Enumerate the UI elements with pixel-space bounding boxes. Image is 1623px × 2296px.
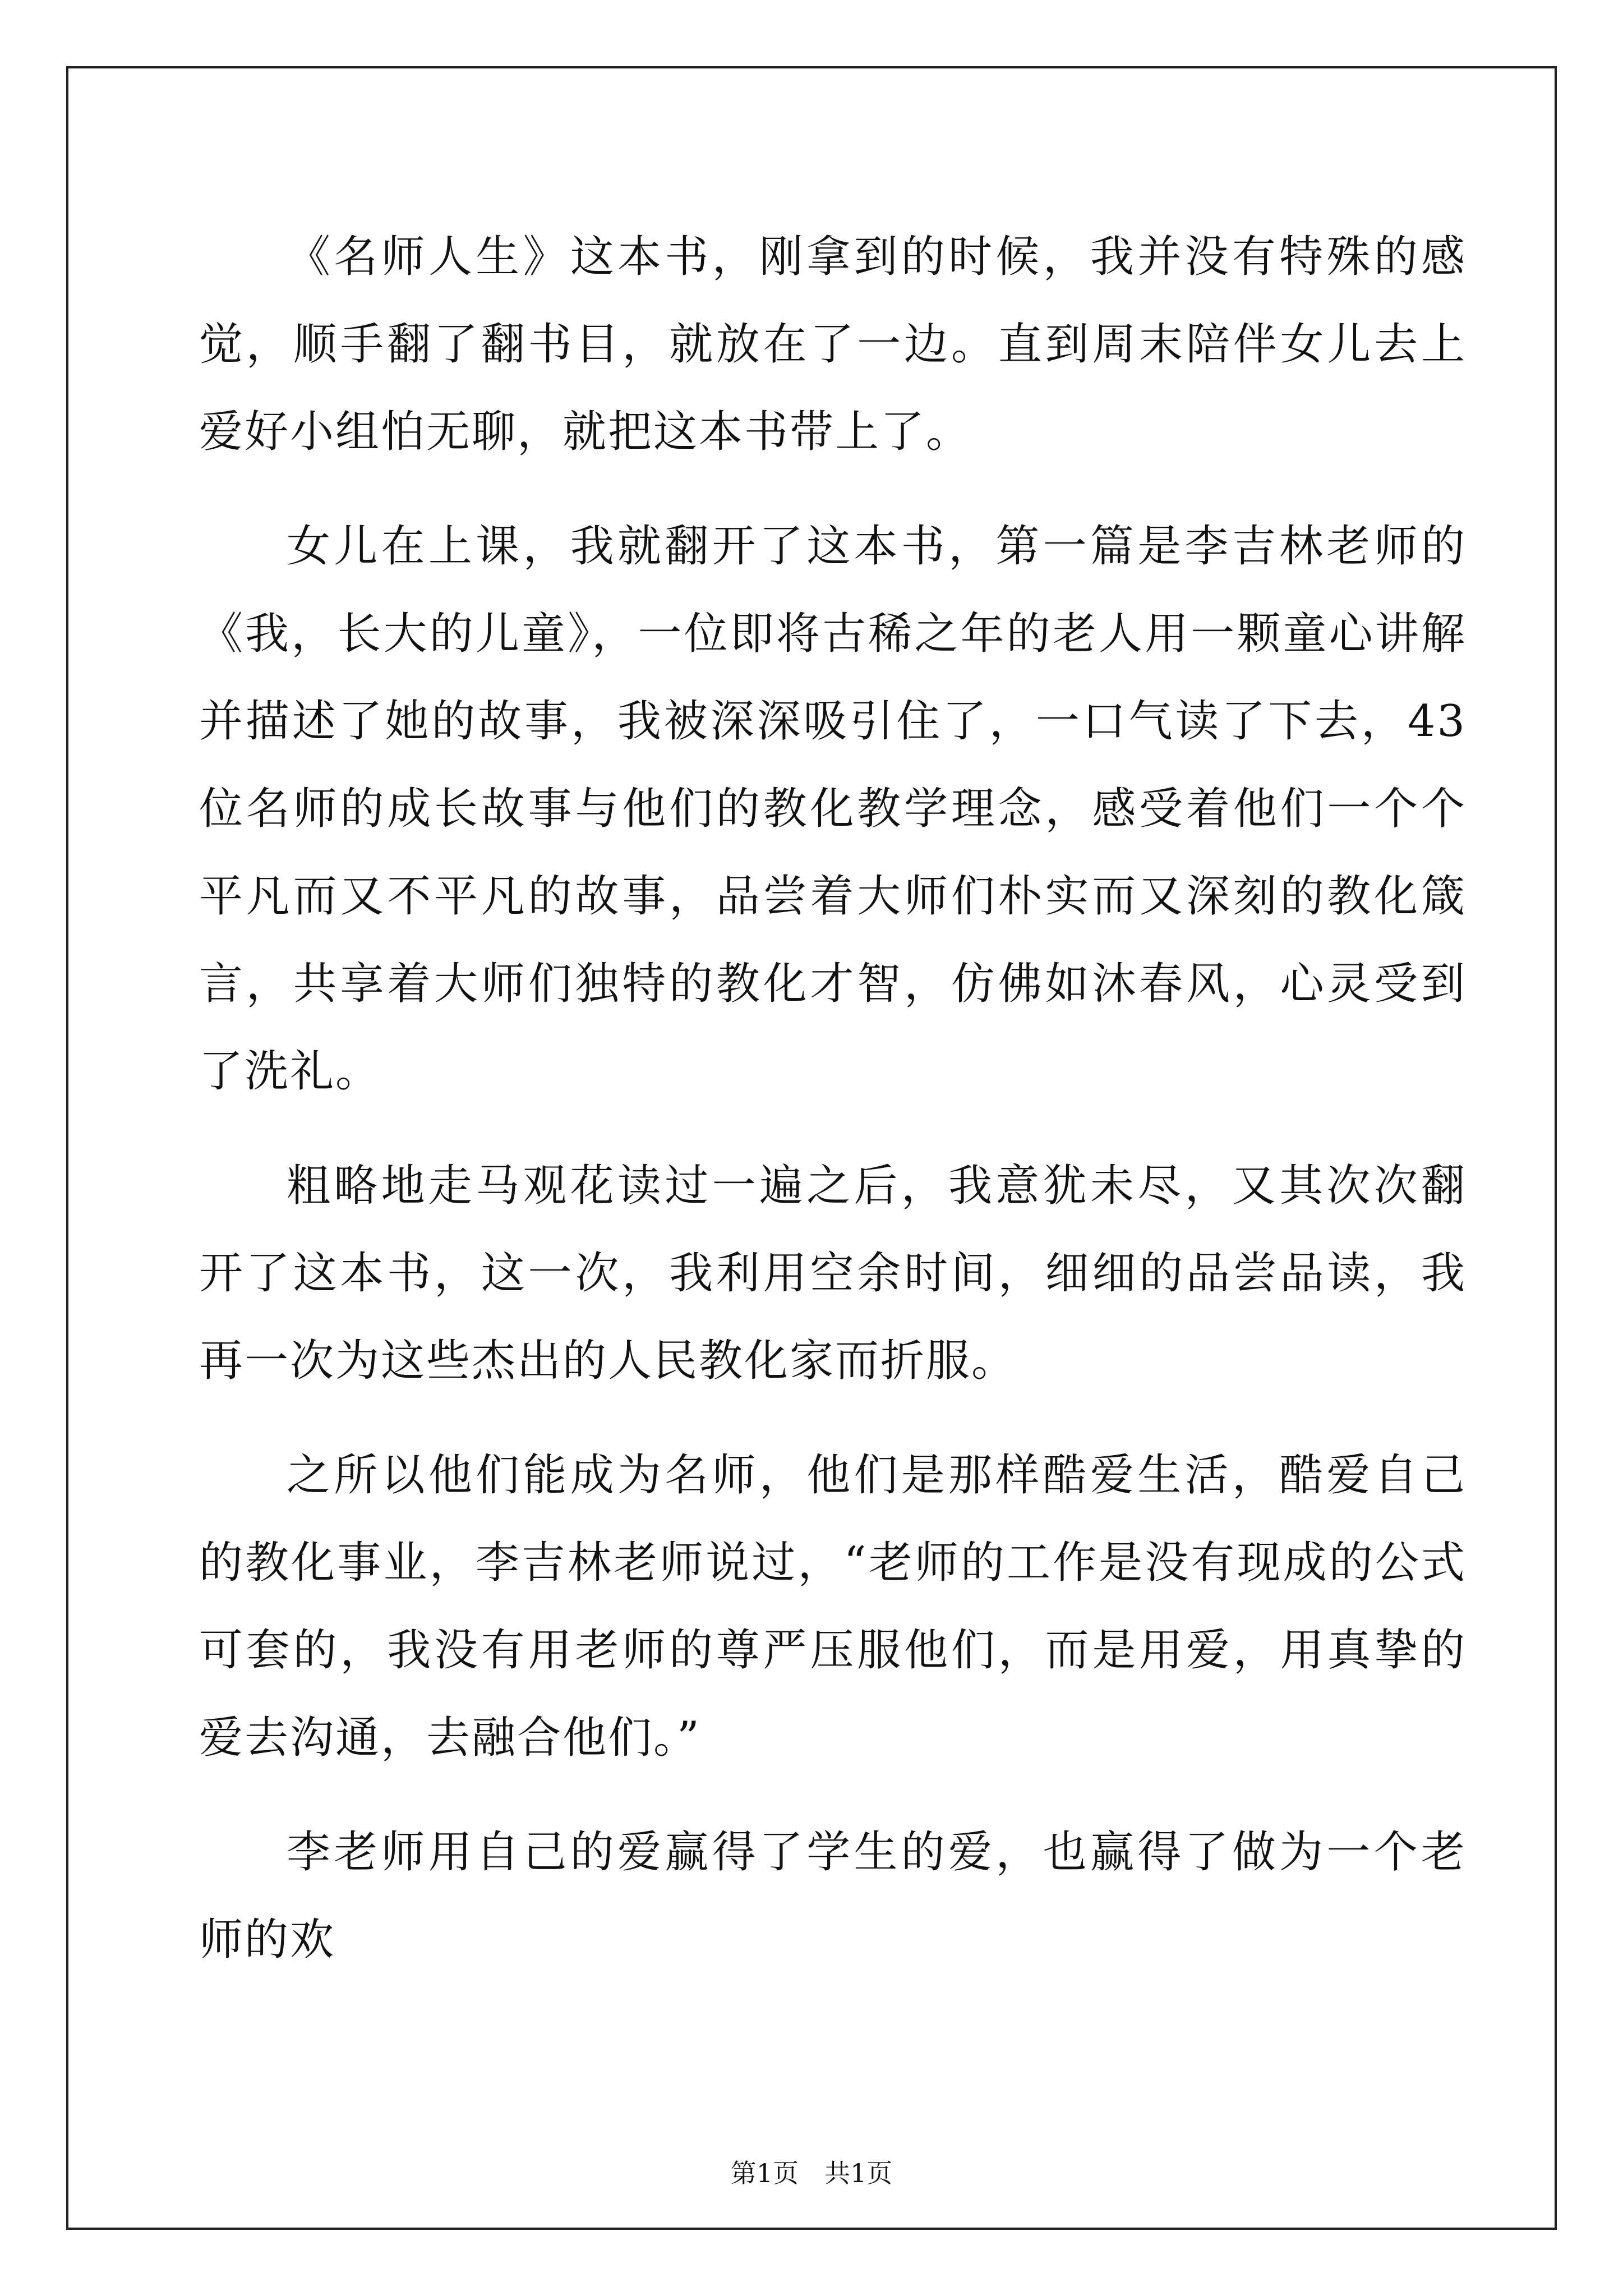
paragraph-2: 女儿在上课，我就翻开了这本书，第一篇是李吉林老师的《我，长大的儿童》，一位即将古稀之年的老人用一颗童心讲解并描述了她的故事，我被深深吸引住了，一口气读了下去，43位名师的成长故事与他们的教化教学理念，感受着他们一个个平凡而又不平凡的故事，品尝着大师们朴实而又深刻的教化箴言，共享着大师们独特的教化才智，仿佛如沐春风，心灵受到了洗礼。 xyxy=(199,521,1467,1097)
paragraph-5: 李老师用自己的爱赢得了学生的爱，也赢得了做为一个老师的欢 xyxy=(199,1827,1467,1965)
paragraph-1: 《名师人生》这本书，刚拿到的时候，我并没有特殊的感觉，顺手翻了翻书目，就放在了一边。直到周末陪伴女儿去上爱好小组怕无聊，就把这本书带上了。 xyxy=(199,232,1467,457)
document-body xyxy=(199,213,1467,2010)
paragraph-3: 粗略地走马观花读过一遍之后，我意犹未尽，又其次次翻开了这本书，这一次，我利用空余时间，细细的品尝品读，我再一次为这些杰出的人民教化家而折服。 xyxy=(199,1161,1467,1386)
paragraph-4: 之所以他们能成为名师，他们是那样酷爱生活，酷爱自己的教化事业，李吉林老师说过，“老师的工作是没有现成的公式可套的，我没有用老师的尊严压服他们，而是用爱，用真挚的爱去沟通，去融合他们。” xyxy=(199,1450,1467,1763)
page-footer: 第1页 共1页 xyxy=(730,2158,893,2188)
